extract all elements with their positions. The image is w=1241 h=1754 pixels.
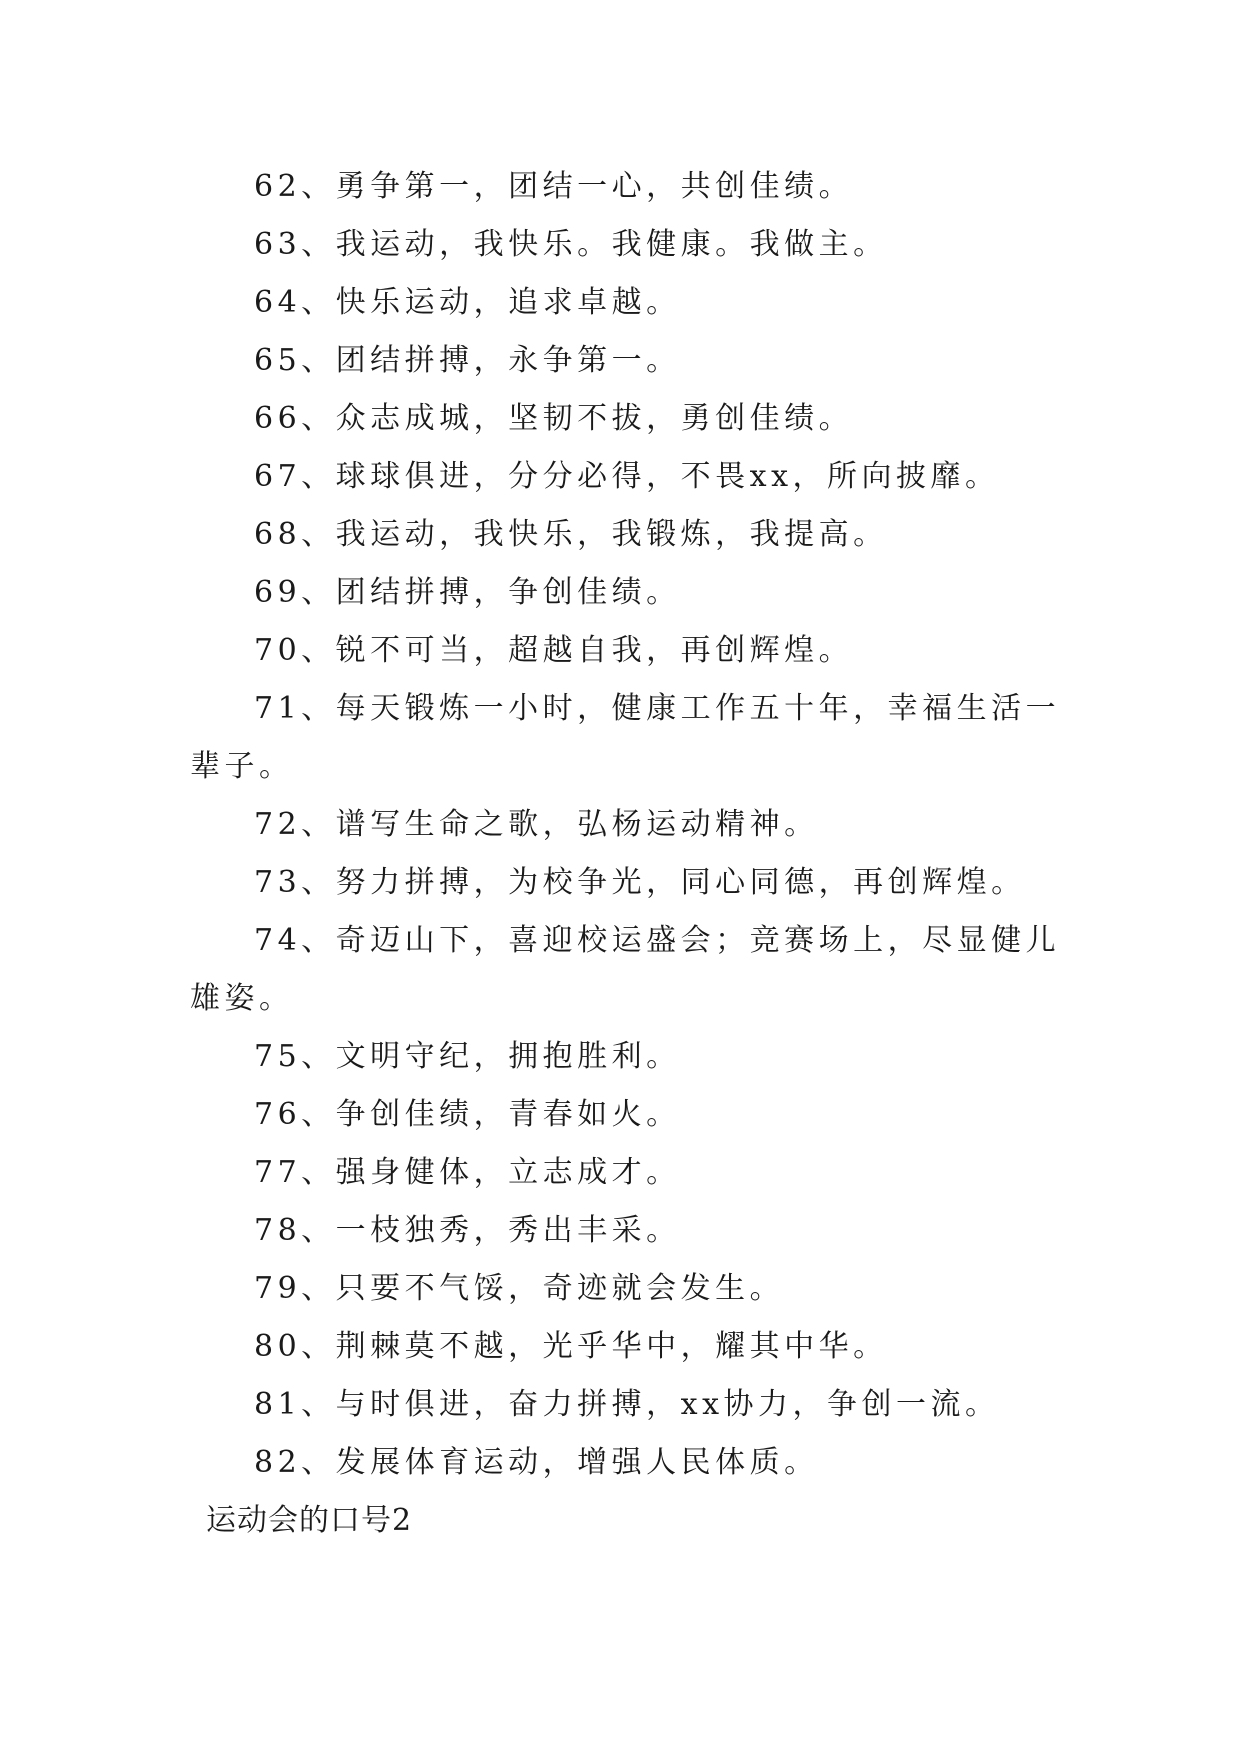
slogan-paragraph: 66、众志成城，坚韧不拔，勇创佳绩。 [254, 401, 854, 436]
section-heading: 运动会的口号2 [206, 1503, 413, 1538]
slogan-paragraph: 81、与时俱进，奋力拼搏，xx协力，争创一流。 [254, 1387, 1000, 1422]
slogan-paragraph: 70、锐不可当，超越自我，再创辉煌。 [254, 633, 854, 668]
slogan-paragraph: 73、努力拼搏，为校争光，同心同德，再创辉煌。 [254, 865, 1026, 900]
slogan-paragraph: 78、一枝独秀，秀出丰采。 [254, 1213, 681, 1248]
slogan-paragraph: 75、文明守纪，拥抱胜利。 [254, 1039, 681, 1074]
slogan-paragraph: 62、勇争第一，团结一心，共创佳绩。 [254, 169, 854, 204]
slogan-paragraph: 72、谱写生命之歌，弘杨运动精神。 [254, 807, 819, 842]
slogan-paragraph: 77、强身健体，立志成才。 [254, 1155, 681, 1190]
slogan-paragraph: 74、奇迈山下，喜迎校运盛会；竞赛场上，尽显健儿雄姿。 [190, 923, 1061, 1016]
slogan-paragraph: 69、团结拼搏，争创佳绩。 [254, 575, 681, 610]
document-body [190, 158, 1070, 1550]
slogan-paragraph: 67、球球俱进，分分必得，不畏xx，所向披靡。 [254, 459, 1000, 494]
slogan-paragraph: 79、只要不气馁，奇迹就会发生。 [254, 1271, 785, 1306]
slogan-paragraph: 63、我运动，我快乐。我健康。我做主。 [254, 227, 888, 262]
slogan-paragraph: 65、团结拼搏，永争第一。 [254, 343, 681, 378]
slogan-paragraph: 68、我运动，我快乐，我锻炼，我提高。 [254, 517, 888, 552]
slogan-paragraph: 80、荆棘莫不越，光乎华中，耀其中华。 [254, 1329, 888, 1364]
slogan-paragraph: 82、发展体育运动，增强人民体质。 [254, 1445, 819, 1480]
slogan-paragraph: 64、快乐运动，追求卓越。 [254, 285, 681, 320]
slogan-paragraph: 71、每天锻炼一小时，健康工作五十年，幸福生活一辈子。 [190, 691, 1061, 784]
slogan-paragraph: 76、争创佳绩，青春如火。 [254, 1097, 681, 1132]
